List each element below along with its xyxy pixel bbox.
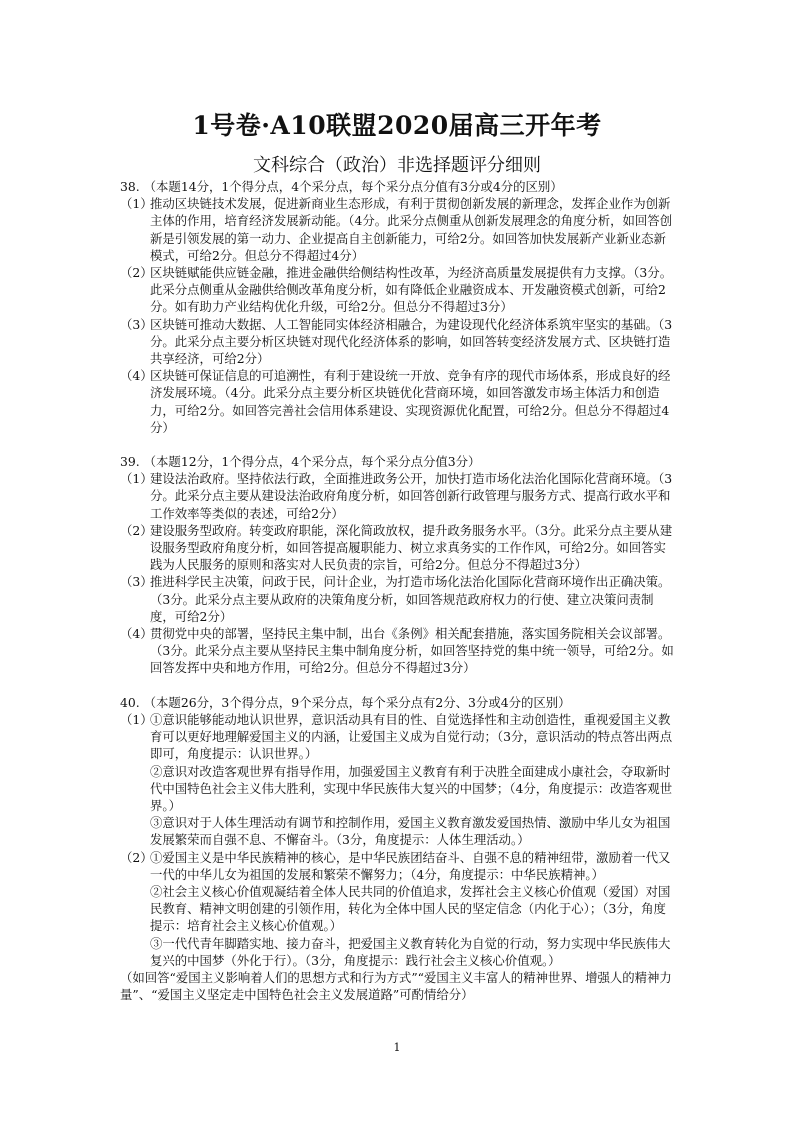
question-40-header: 40. （本题26分，3个得分点，9个采分点，每个采分点有2分、3分或4分的区别）	[120, 694, 571, 710]
q39-item-3	[120, 573, 675, 625]
document-body	[120, 178, 675, 1003]
page-title: 1号卷·A10联盟2020届高三开年考	[192, 111, 602, 140]
item-text: 区块链可推动大数据、人工智能同实体经济相融合，为建设现代化经济体系筑牢坚实的基础。（3分。此采分点主要分析区块链对现代化经济体系的影响，如回答转变经济发展方式、区块链打造共享经济，可给2分）	[150, 316, 673, 367]
item-number: （3）	[120, 574, 153, 590]
item-text: 贯彻党中央的部署，坚持民主集中制，出台《条例》相关配套措施，落实国务院相关会议部署。（3分。此采分点主要从坚持民主集中制角度分析，如回答坚持党的集中统一领导，可给2分。如回答发挥中央和地方作用，可给2分。但总分不得超过3分）	[150, 626, 674, 676]
question-39-header: 39. （本题12分，1个得分点，4个采分点，每个采分点分值3分）	[120, 454, 481, 470]
item-subpoint: ③意识对于人体生理活动有调节和控制作用，爱国主义教育激发爱国热情、激励中华儿女为祖国发展繁荣而自强不息、不懈奋斗。（3分，角度提示：人体生理活动。）	[150, 815, 671, 848]
q39-item-1	[120, 470, 675, 522]
q39-item-4	[120, 625, 675, 677]
item-number: （2）	[120, 522, 153, 538]
q40-item-1	[120, 711, 675, 849]
item-number: （3）	[120, 316, 153, 332]
item-subpoint: ①爱国主义是中华民族精神的核心，是中华民族团结奋斗、自强不息的精神纽带，激励着一代又一代的中华儿女为祖国的发展和繁荣不懈努力；（4分，角度提示：中华民族精神。）	[150, 849, 671, 882]
item-text: 建设法治政府。坚持依法行政，全面推进政务公开，加快打造市场化法治化国际化营商环境。（3分。此采分点主要从建设法治政府角度分析，如回答创新行政管理与服务方式、提高行政水平和工作效率等类似的表述，可给2分）	[150, 471, 673, 521]
item-subpoint: ③一代代青年脚踏实地、接力奋斗，把爱国主义教育转化为自觉的行动，努力实现中华民族伟大复兴的中国梦（外化于行）。（3分，角度提示：践行社会主义核心价值观。）	[150, 935, 671, 968]
item-number: （1）	[120, 471, 153, 487]
item-number: （2）	[120, 265, 153, 281]
item-number: （4）	[120, 626, 153, 642]
item-text: 推动区块链技术发展，促进新商业生态形成，有利于贯彻创新发展的新理念，发挥企业作为创新主体的作用，培育经济发展新动能。（4分。此采分点侧重从创新发展理念的角度分析，如回答创新是引领发展的第一动力、企业提高自主创新能力，可给2分。如回答加快发展新产业新业态新模式，可给2分。但总分不得超过4分）	[150, 196, 673, 263]
item-text: 区块链赋能供应链金融，推进金融供给侧结构性改革，为经济高质量发展提供有力支撑。（3分。此采分点侧重从金融供给侧改革角度分析，如有降低企业融资成本、开发融资模式创新，可给2分。如有助力产业结构优化升级，可给2分。但总分不得超过3分）	[150, 265, 673, 315]
q40-item-2	[120, 849, 675, 969]
scoring-note: （如回答“爱国主义影响着人们的思想方式和行为方式”“爱国主义丰富人的精神世界、增强人的精神力量”、“爱国主义坚定走中国特色社会主义发展道路”可酌情给分）	[120, 969, 672, 1003]
item-number: （2）	[120, 849, 153, 865]
question-38-header: 38. （本题14分，1个得分点，4个采分点，每个采分点分值有3分或4分的区别）	[120, 179, 563, 194]
item-number: （4）	[120, 368, 153, 384]
q38-item-4	[120, 367, 675, 436]
item-subpoint: ①意识能够能动地认识世界，意识活动具有目的性、自觉选择性和主动创造性，重视爱国主义教育可以更好地理解爱国主义的内涵，让爱国主义成为自觉行动；（3分，意识活动的特点答出两点即可，角度提示：认识世界。）	[150, 711, 673, 762]
item-subpoint: ②社会主义核心价值观凝结着全体人民共同的价值追求，发挥社会主义核心价值观（爱国）对国民教育、精神文明创建的引领作用，转化为全体中国人民的坚定信念（内化于心）；（3分，角度提示：培育社会主义核心价值观。）	[150, 883, 671, 934]
item-subpoint: ②意识对改造客观世界有指导作用，加强爱国主义教育有利于决胜全面建成小康社会，夺取新时代中国特色社会主义伟大胜利，实现中华民族伟大复兴的中国梦；（4分，角度提示：改造客观世界。）	[150, 763, 673, 813]
item-text: 推进科学民主决策，问政于民，问计企业，为打造市场化法治化国际化营商环境作出正确决策。（3分。此采分点主要从政府的决策角度分析，如回答规范政府权力的行使、建立决策问责制度，可给2分）	[150, 574, 671, 624]
item-number: （1）	[120, 196, 153, 212]
page-number: 1	[393, 1041, 401, 1054]
q39-item-2	[120, 522, 675, 574]
q38-item-3	[120, 316, 675, 368]
item-number: （1）	[120, 711, 153, 727]
item-text: 建设服务型政府。转变政府职能，深化简政放权，提升政务服务水平。（3分。此采分点主要从建设服务型政府角度分析，如回答提高履职能力、树立求真务实的工作作风，可给2分。如回答实践为人民服务的原则和落实对人民负责的宗旨，可给2分。但总分不得超过3分）	[150, 522, 673, 573]
q38-item-1	[120, 195, 675, 264]
page-subtitle: 文科综合（政治）非选择题评分细则	[253, 155, 541, 176]
q38-item-2	[120, 264, 675, 316]
item-text: 区块链可保证信息的可追溯性，有利于建设统一开放、竞争有序的现代市场体系，形成良好的经济发展环境。（4分。此采分点主要分析区块链优化营商环境，如回答激发市场主体活力和创造力，可给2分。如回答完善社会信用体系建设、实现资源优化配置，可给2分。但总分不得超过4分）	[150, 368, 671, 435]
